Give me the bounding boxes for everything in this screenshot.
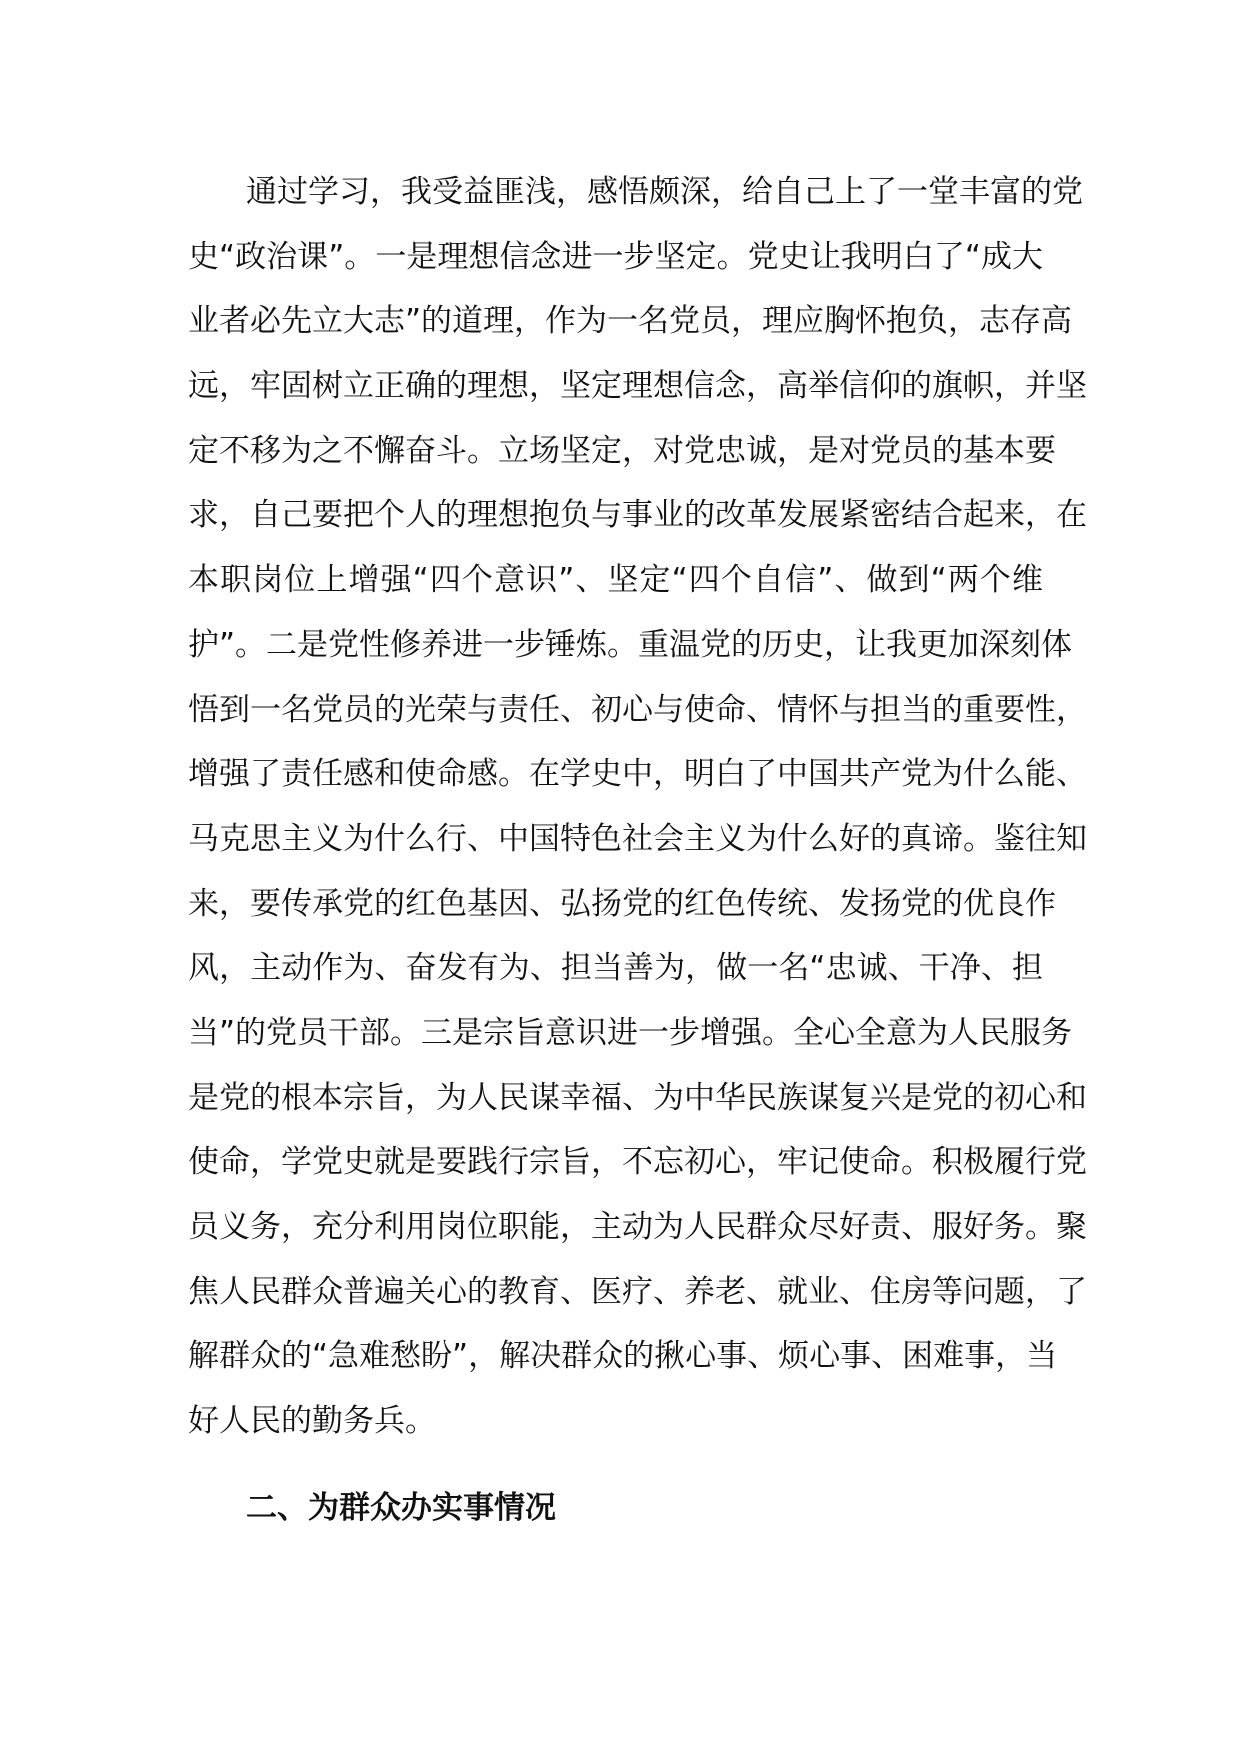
paragraph-line: 焦人民群众普遍关心的教育、医疗、养老、就业、住房等问题，了 — [188, 1273, 1087, 1310]
paragraph-line: 本职岗位上增强“四个意识”、坚定“四个自信”、做到“两个维 — [188, 562, 1043, 599]
paragraph-line: 求，自己要把个人的理想抱负与事业的改革发展紧密结合起来，在 — [188, 497, 1087, 534]
paragraph-line: 悟到一名党员的光荣与责任、初心与使命、情怀与担当的重要性， — [188, 691, 1087, 728]
paragraph-line: 解群众的“急难愁盼”，解决群众的揪心事、烦心事、困难事，当 — [188, 1338, 1058, 1375]
paragraph-line: 远，牢固树立正确的理想，坚定理想信念，高举信仰的旗帜，并坚 — [188, 368, 1087, 405]
paragraph-line: 马克思主义为什么行、中国特色社会主义为什么好的真谛。鉴往知 — [188, 820, 1087, 857]
paragraph-line: 员义务，充分利用岗位职能，主动为人民群众尽好责、服好务。聚 — [188, 1209, 1087, 1245]
paragraph-line: 业者必先立大志”的道理，作为一名党员，理应胸怀抱负，志存高 — [188, 303, 1073, 340]
paragraph-line: 增强了责任感和使命感。在学史中，明白了中国共产党为什么能、 — [188, 756, 1087, 793]
paragraph-line: 风，主动作为、奋发有为、担当善为，做一名“忠诚、干净、担 — [188, 950, 1043, 987]
paragraph-line: 当”的党员干部。三是宗旨意识进一步增强。全心全意为人民服务 — [188, 1014, 1073, 1051]
paragraph-line: 是党的根本宗旨，为人民谋幸福、为中华民族谋复兴是党的初心和 — [188, 1079, 1087, 1116]
paragraph-line: 好人民的勤务兵。 — [188, 1403, 436, 1440]
paragraph-line: 通过学习，我受益匪浅，感悟颇深，给自己上了一堂丰富的党 — [246, 174, 1083, 210]
paragraph-line: 来，要传承党的红色基因、弘扬党的红色传统、发扬党的优良作 — [188, 885, 1056, 922]
section-heading: 二、为群众办实事情况 — [246, 1490, 556, 1526]
paragraph-line: 使命，学党史就是要践行宗旨，不忘初心，牢记使命。积极履行党 — [188, 1144, 1087, 1181]
paragraph-line: 史“政治课”。一是理想信念进一步坚定。党史让我明白了“成大 — [188, 238, 1043, 275]
paragraph-line: 定不移为之不懈奋斗。立场坚定，对党忠诚，是对党员的基本要 — [188, 432, 1056, 469]
body-paragraph — [188, 160, 1087, 1454]
paragraph-line: 护”。二是党性修养进一步锤炼。重温党的历史，让我更加深刻体 — [188, 626, 1073, 663]
